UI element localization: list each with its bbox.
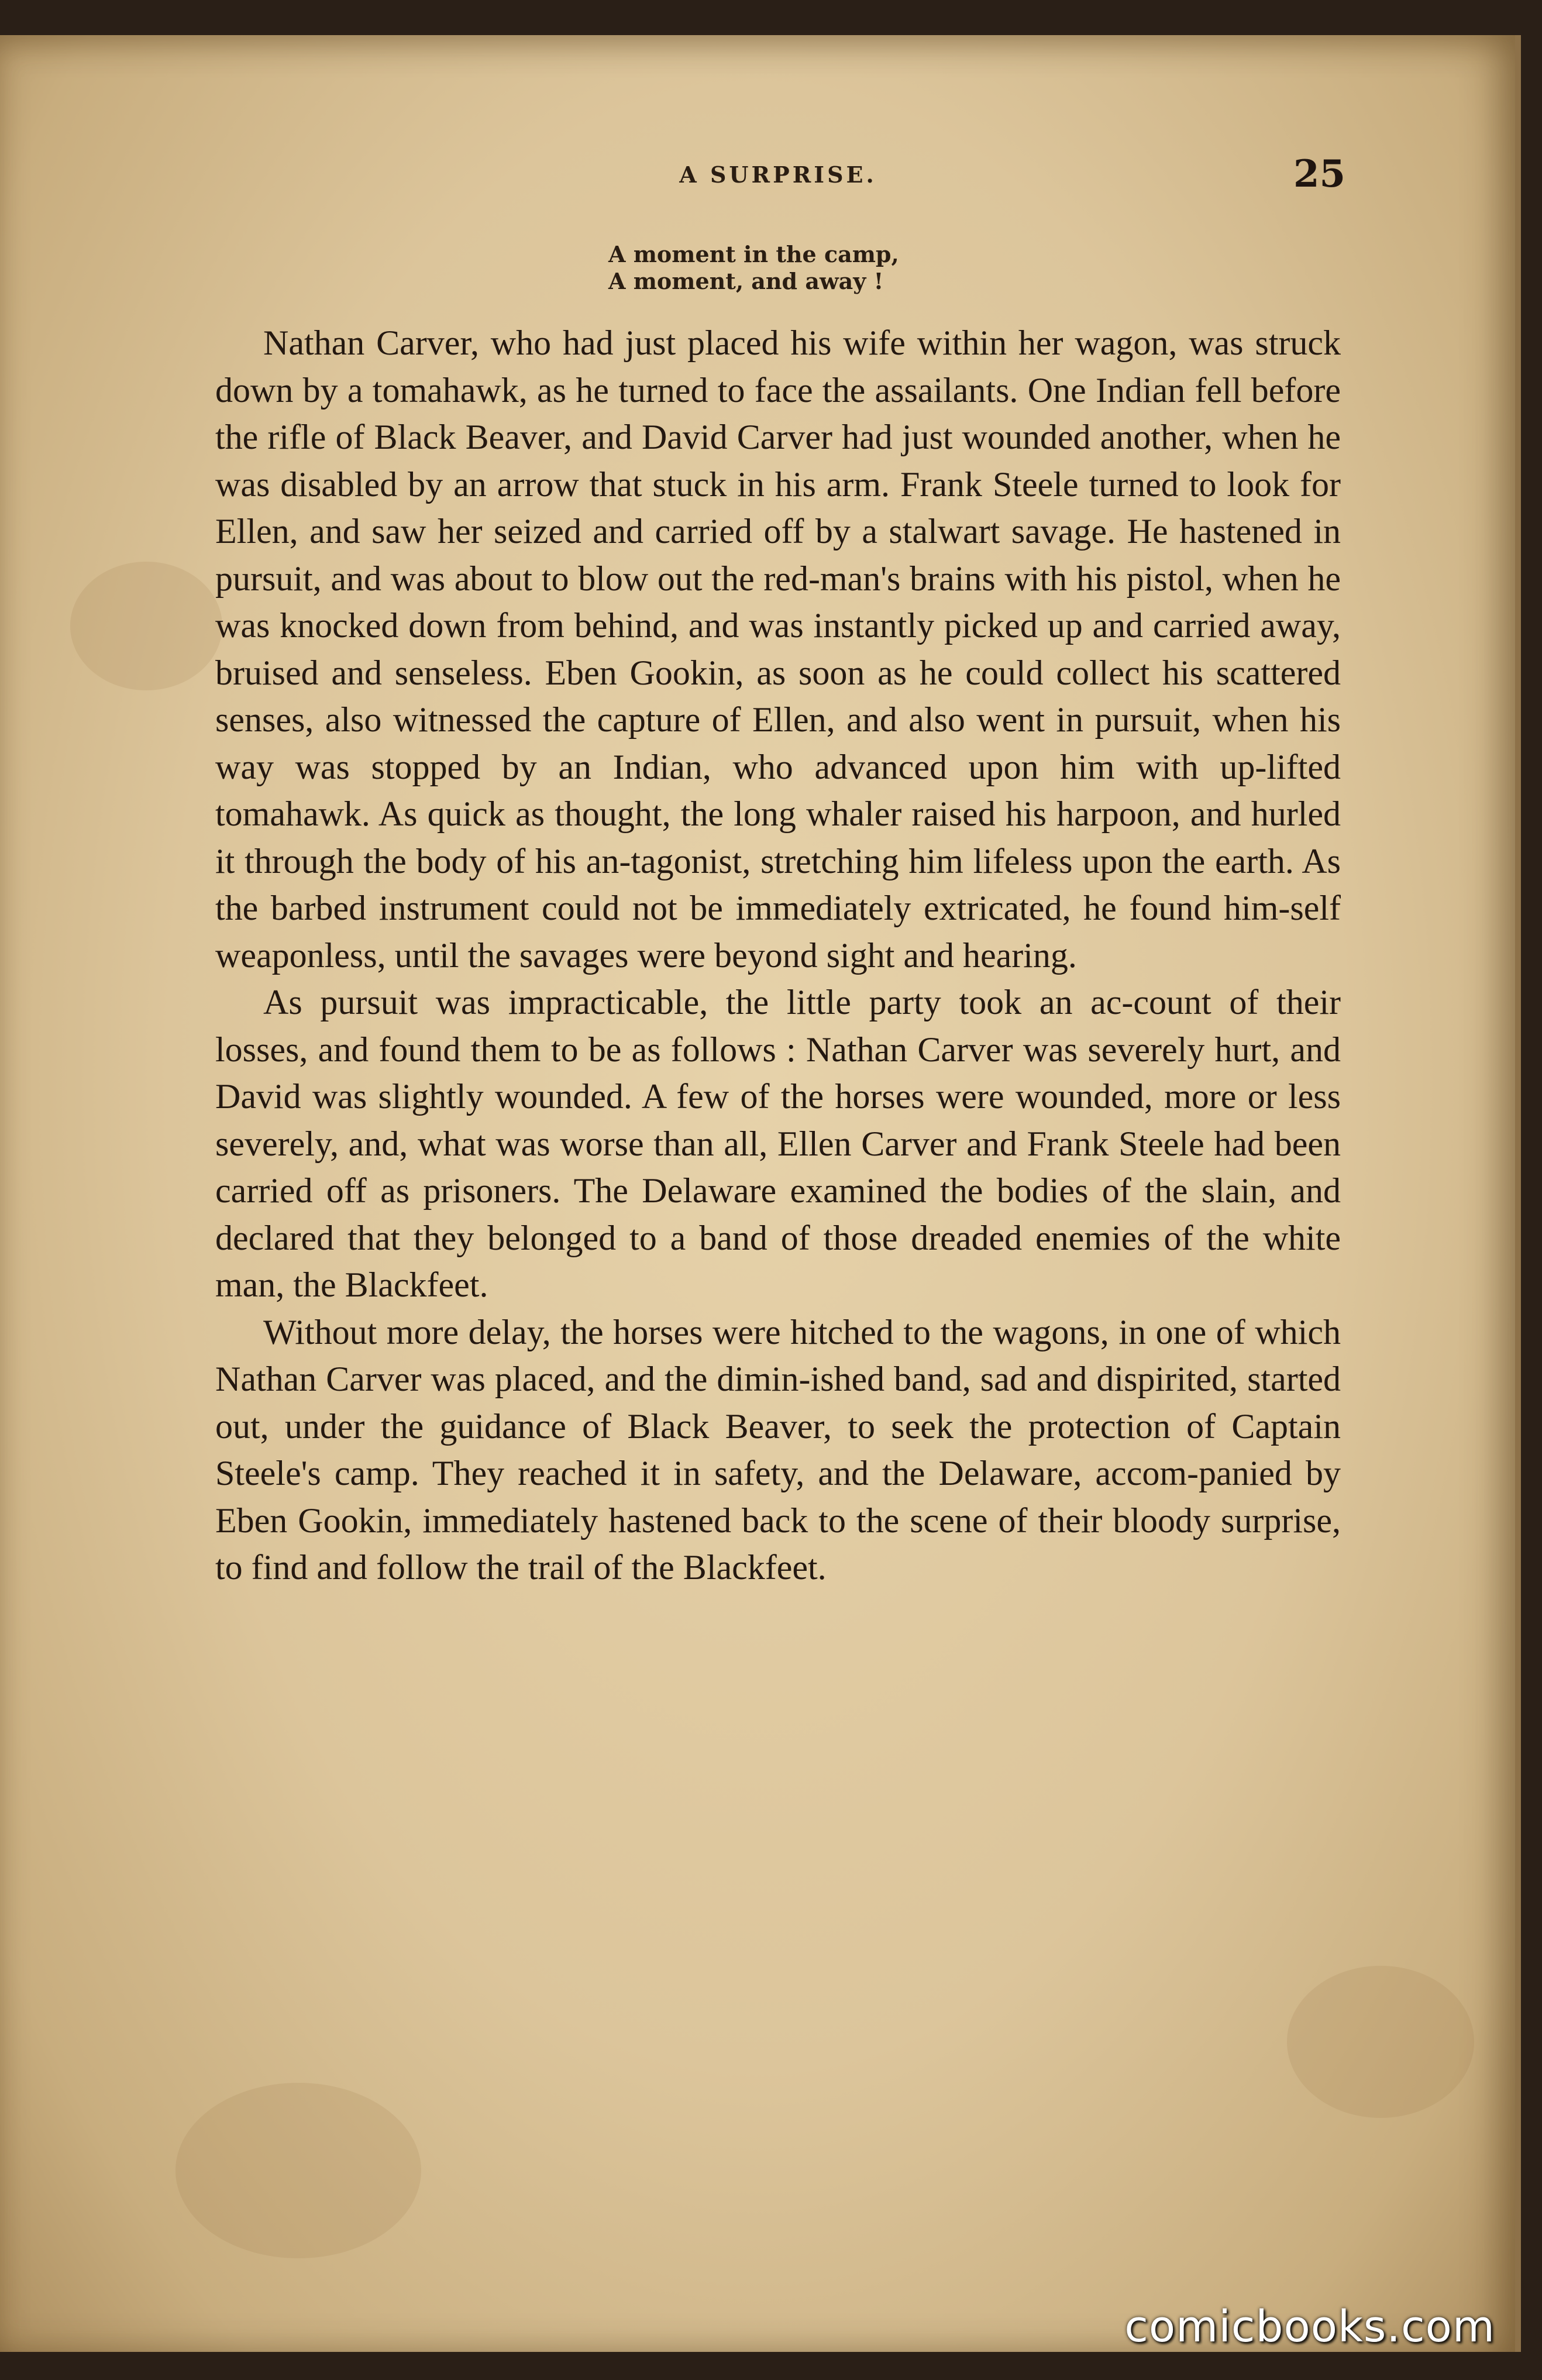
paper-stain [70,562,222,690]
paragraph: As pursuit was impracticable, the little party took an ac-count of their losses, and found them to be as follows : Nathan Carver was severely hurt, and David was slightly wounded. A few of the horses were wounded, more or less severely, and, what was worse than all, Ellen Carver and Frank Steele had been carried off as prisoners. The Delaware examined the bodies of the slain, and declared that they belonged to a band of those dreaded enemies of the white man, the Blackfeet. [215,983,1341,1304]
paper-stain [1287,1966,1474,2118]
running-head: A SURPRISE. [679,161,877,188]
page-number: 25 [1293,152,1345,196]
body-text [215,319,1341,1591]
paragraph: Nathan Carver, who had just placed his wife within her wagon, was struck down by a tomahawk, as he turned to face the assailants. One Indian fell before the rifle of Black Beaver, and David Carver had just wounded another, when he was disabled by an arrow that stuck in his arm. Frank Steele turned to look for Ellen, and saw her seized and carried off by a stalwart savage. He hastened in pursuit, and was about to blow out the red-man's brains with his pistol, when he was knocked down from behind, and was instantly picked up and carried away, bruised and senseless. Eben Gookin, as soon as he could collect his scattered senses, also witnessed the capture of Ellen, and also went in pursuit, when his way was stopped by an Indian, who advanced upon him with up-lifted tomahawk. As quick as thought, the long whaler raised his harpoon, and hurled it through the body of his an-tagonist, stretching him lifeless upon the earth. As the barbed instrument could not be immediately extricated, he found him-self weaponless, until the savages were beyond sight and hearing. [215,324,1341,975]
verse-line: A moment in the camp, [608,241,899,267]
verse-line: A moment, and away ! [608,268,884,294]
paper-stain [175,2083,421,2258]
page-header [211,152,1345,204]
paragraph: Without more delay, the horses were hitched to the wagons, in one of which Nathan Carver was placed, and the dimin-ished band, sad and dispirited, started out, under the guidance of Black Beaver, to seek the protection of Captain Steele's camp. They reached it in safety, and the Delaware, accom-panied by Eben Gookin, immediately hastened back to the scene of their bloody surprise, to find and follow the trail of the Blackfeet. [215,1312,1341,1587]
watermark: comicbooks.com [1124,2302,1495,2352]
verse-epigraph [608,241,1018,295]
